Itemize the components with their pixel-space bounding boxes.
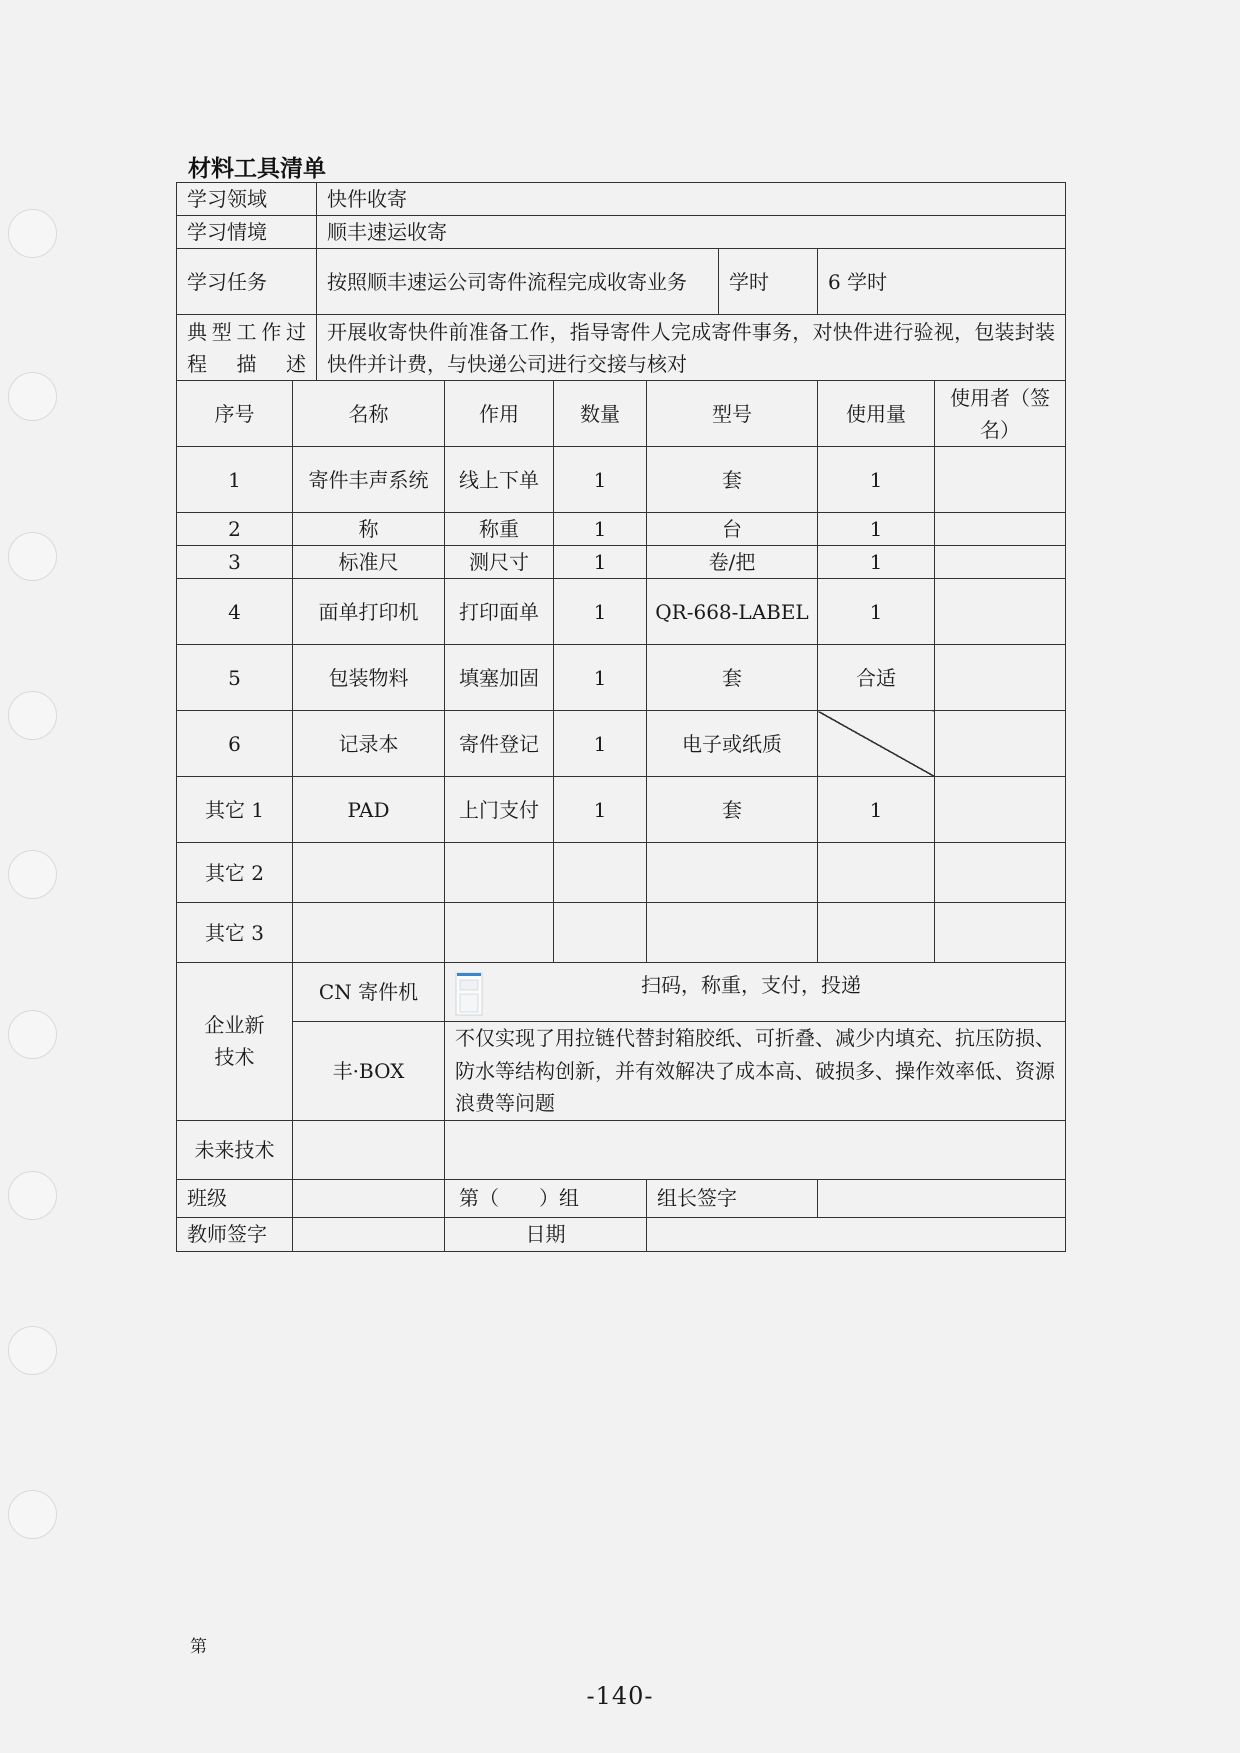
cell-no: 其它 1	[177, 777, 293, 843]
cell-no: 3	[177, 546, 293, 579]
cell-use[interactable]	[445, 903, 554, 963]
cell-name: 标准尺	[293, 546, 445, 579]
table-row	[177, 843, 1066, 903]
cell-amount: 1	[818, 513, 935, 546]
cell-user-signature[interactable]	[935, 711, 1066, 777]
class-value-cell[interactable]	[293, 1179, 445, 1217]
kiosk-machine-icon	[455, 972, 483, 1016]
field-value: 快件收寄	[317, 183, 1066, 216]
task-value: 按照顺丰速运公司寄件流程完成收寄业务	[317, 249, 719, 315]
process-label: 典型工作过程描述	[177, 315, 317, 381]
materials-tools-table	[176, 182, 1066, 1252]
binder-hole	[8, 1171, 57, 1220]
cell-user-signature[interactable]	[935, 777, 1066, 843]
group-text: 第（ ）组	[445, 1179, 647, 1217]
future-content-cell[interactable]	[445, 1120, 1066, 1179]
cell-model: 卷/把	[647, 546, 818, 579]
cell-use: 线上下单	[445, 447, 554, 513]
binder-hole	[8, 1010, 57, 1059]
cell-no: 2	[177, 513, 293, 546]
task-label: 学习任务	[177, 249, 317, 315]
cell-use: 上门支付	[445, 777, 554, 843]
cell-amount: 1	[818, 579, 935, 645]
process-value: 开展收寄快件前准备工作，指导寄件人完成寄件事务，对快件进行验视，包装封装快件并计费，与快递公司进行交接与核对	[317, 315, 1066, 381]
cell-qty: 1	[554, 711, 647, 777]
cell-amount: 合适	[818, 645, 935, 711]
info-row-process	[177, 315, 1066, 381]
header-cell: 序号	[177, 381, 293, 447]
table-row	[177, 903, 1066, 963]
cell-name: 称	[293, 513, 445, 546]
sign-row-2	[177, 1217, 1066, 1251]
cell-no: 其它 3	[177, 903, 293, 963]
cell-qty: 1	[554, 777, 647, 843]
enterprise-item-desc: 不仅实现了用拉链代替封箱胶纸、可折叠、减少内填充、抗压防损、防水等结构创新，并有效解决了成本高、破损多、操作效率低、资源浪费等问题	[445, 1022, 1066, 1121]
binder-hole	[8, 372, 57, 421]
cell-amount[interactable]	[818, 903, 935, 963]
cell-name: 包装物料	[293, 645, 445, 711]
class-label: 班级	[177, 1179, 293, 1217]
page-title: 材料工具清单	[188, 156, 326, 182]
binder-hole	[8, 691, 57, 740]
cell-name[interactable]	[293, 843, 445, 903]
cell-model: 电子或纸质	[647, 711, 818, 777]
field-label: 学习领域	[177, 183, 317, 216]
header-cell: 作用	[445, 381, 554, 447]
binder-hole	[8, 850, 57, 899]
cell-name: 记录本	[293, 711, 445, 777]
enterprise-item-name: CN 寄件机	[293, 963, 445, 1022]
table-row	[177, 546, 1066, 579]
future-blank-cell[interactable]	[293, 1120, 445, 1179]
table-row	[177, 645, 1066, 711]
leader-sign-label: 组长签字	[647, 1179, 818, 1217]
cell-user-signature[interactable]	[935, 447, 1066, 513]
table-header-row	[177, 381, 1066, 447]
teacher-sign-cell[interactable]	[293, 1217, 445, 1251]
binder-hole	[8, 1326, 57, 1375]
cell-model: QR-668-LABEL	[647, 579, 818, 645]
cell-amount: 1	[818, 546, 935, 579]
enterprise-row-2	[177, 1022, 1066, 1121]
info-row-situation	[177, 216, 1066, 249]
cell-no: 6	[177, 711, 293, 777]
binder-hole	[8, 1490, 57, 1539]
cell-user-signature[interactable]	[935, 903, 1066, 963]
header-cell: 名称	[293, 381, 445, 447]
header-cell: 使用量	[818, 381, 935, 447]
cell-model: 套	[647, 777, 818, 843]
cell-qty: 1	[554, 546, 647, 579]
situation-value: 顺丰速运收寄	[317, 216, 1066, 249]
table-row	[177, 513, 1066, 546]
cell-qty: 1	[554, 579, 647, 645]
table-row	[177, 579, 1066, 645]
cell-qty: 1	[554, 645, 647, 711]
header-cell: 使用者（签名）	[935, 381, 1066, 447]
cell-name: PAD	[293, 777, 445, 843]
enterprise-item-desc: 扫码，称重，支付，投递	[641, 973, 861, 997]
cell-use[interactable]	[445, 843, 554, 903]
cell-use: 测尺寸	[445, 546, 554, 579]
header-cell: 数量	[554, 381, 647, 447]
cell-qty: 1	[554, 513, 647, 546]
page-number: -140-	[586, 1682, 654, 1710]
cell-amount: 1	[818, 447, 935, 513]
cell-use: 打印面单	[445, 579, 554, 645]
cell-use: 填塞加固	[445, 645, 554, 711]
binder-hole	[8, 209, 57, 258]
cell-user-signature[interactable]	[935, 579, 1066, 645]
cell-amount: 1	[818, 777, 935, 843]
cell-no: 5	[177, 645, 293, 711]
hours-value: 6 学时	[818, 249, 1066, 315]
date-value-cell[interactable]	[647, 1217, 1066, 1251]
info-row-task	[177, 249, 1066, 315]
cell-amount-diagonal	[818, 711, 935, 777]
cell-no: 1	[177, 447, 293, 513]
cell-name[interactable]	[293, 903, 445, 963]
sign-row-1	[177, 1179, 1066, 1217]
cell-user-signature[interactable]	[935, 513, 1066, 546]
cell-qty[interactable]	[554, 843, 647, 903]
cell-user-signature[interactable]	[935, 843, 1066, 903]
date-label: 日期	[445, 1217, 647, 1251]
cell-model: 台	[647, 513, 818, 546]
table-row	[177, 447, 1066, 513]
hours-label: 学时	[719, 249, 818, 315]
cell-no: 其它 2	[177, 843, 293, 903]
footer-left-text: 第	[190, 1637, 207, 1657]
cell-use: 称重	[445, 513, 554, 546]
cell-model[interactable]	[647, 903, 818, 963]
cell-user-signature[interactable]	[935, 546, 1066, 579]
enterprise-row-1	[177, 963, 1066, 1022]
cell-model: 套	[647, 645, 818, 711]
teacher-sign-label: 教师签字	[177, 1217, 293, 1251]
cell-use: 寄件登记	[445, 711, 554, 777]
cell-name: 面单打印机	[293, 579, 445, 645]
enterprise-label	[177, 963, 293, 1121]
info-row-field	[177, 183, 1066, 216]
future-label: 未来技术	[177, 1120, 293, 1179]
cell-amount[interactable]	[818, 843, 935, 903]
cell-model[interactable]	[647, 843, 818, 903]
future-row	[177, 1120, 1066, 1179]
enterprise-item-name: 丰·BOX	[293, 1022, 445, 1121]
cell-name: 寄件丰声系统	[293, 447, 445, 513]
binder-hole	[8, 532, 57, 581]
cell-user-signature[interactable]	[935, 645, 1066, 711]
header-cell: 型号	[647, 381, 818, 447]
table-row	[177, 711, 1066, 777]
leader-sign-cell[interactable]	[818, 1179, 1066, 1217]
enterprise-item-desc-cell	[445, 963, 1066, 1022]
cell-qty[interactable]	[554, 903, 647, 963]
cell-model: 套	[647, 447, 818, 513]
enterprise-label-text: 企业新技术	[204, 1013, 265, 1070]
table-row	[177, 777, 1066, 843]
cell-no: 4	[177, 579, 293, 645]
situation-label: 学习情境	[177, 216, 317, 249]
cell-qty: 1	[554, 447, 647, 513]
